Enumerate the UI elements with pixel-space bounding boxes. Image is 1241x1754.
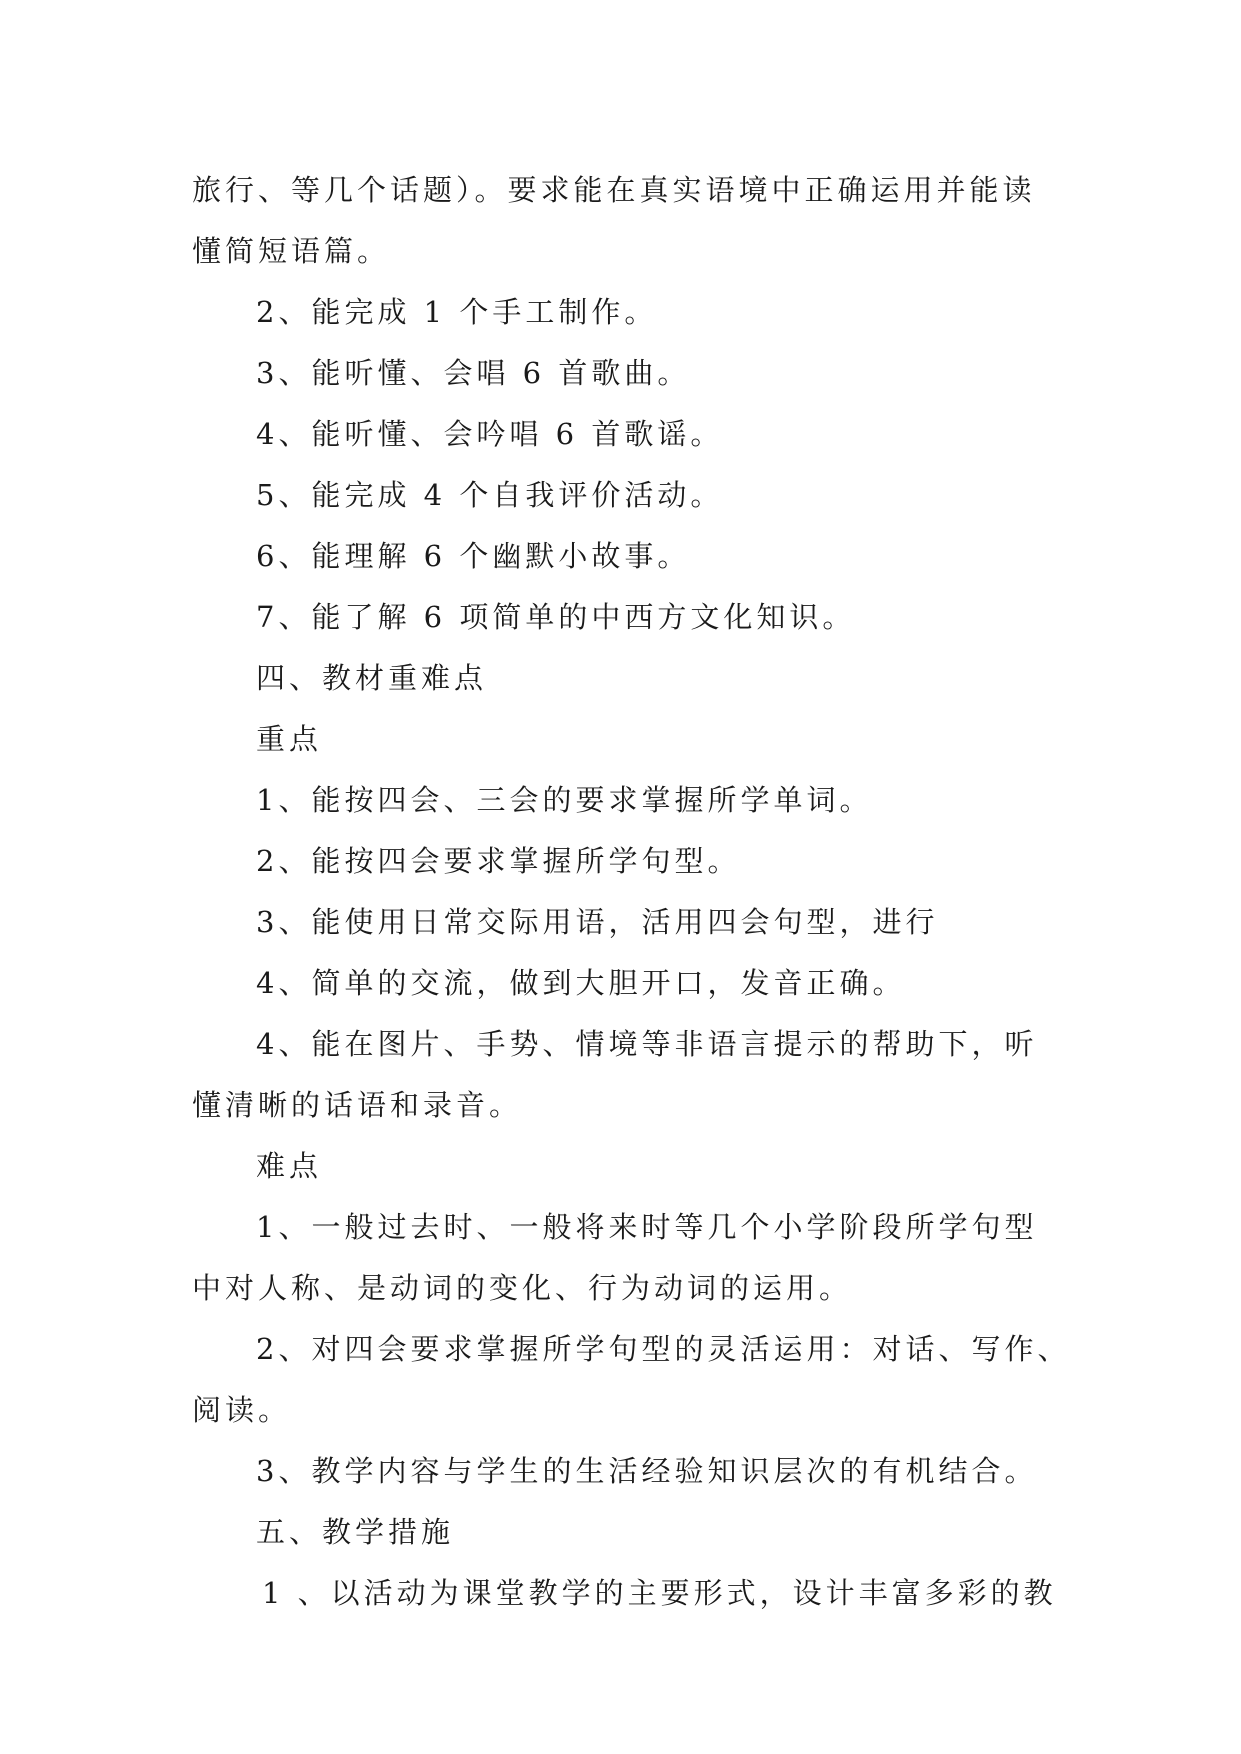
list-item: 4、能听懂、会吟唱 6 首歌谣。 — [256, 417, 724, 451]
list-item: 4、能在图片、手势、情境等非语言提示的帮助下，听 — [256, 1027, 1038, 1061]
list-item: 2、能按四会要求掌握所学句型。 — [256, 844, 741, 878]
list-item: 3、能使用日常交际用语，活用四会句型，进行 — [256, 905, 939, 939]
paragraph-line: 旅行、等几个话题）。要求能在真实语境中正确运用并能读 — [192, 173, 1036, 207]
list-item: 1、一般过去时、一般将来时等几个小学阶段所学句型 — [256, 1210, 1038, 1244]
list-item: 1、能按四会、三会的要求掌握所学单词。 — [256, 783, 873, 817]
paragraph-line: 懂简短语篇。 — [192, 234, 391, 268]
list-item: 7、能了解 6 项简单的中西方文化知识。 — [256, 600, 856, 634]
list-item: 6、能理解 6 个幽默小故事。 — [256, 539, 691, 573]
list-item: 2、能完成 1 个手工制作。 — [256, 295, 658, 329]
section-heading: 四、教材重难点 — [256, 661, 488, 695]
list-item: 2、对四会要求掌握所学句型的灵活运用：对话、写作、 — [256, 1332, 1071, 1366]
list-item: 3、能听懂、会唱 6 首歌曲。 — [256, 356, 691, 390]
list-item: 1 、以活动为课堂教学的主要形式，设计丰富多彩的教 — [262, 1576, 1057, 1610]
subsection-heading: 难点 — [256, 1149, 323, 1183]
list-item: 4、简单的交流，做到大胆开口，发音正确。 — [256, 966, 906, 1000]
section-heading: 五、教学措施 — [256, 1515, 455, 1549]
list-item: 3、教学内容与学生的生活经验知识层次的有机结合。 — [256, 1454, 1038, 1488]
paragraph-line: 中对人称、是动词的变化、行为动词的运用。 — [192, 1271, 853, 1305]
paragraph-line: 阅读。 — [192, 1393, 292, 1427]
subsection-heading: 重点 — [256, 722, 323, 756]
paragraph-line: 懂清晰的话语和录音。 — [192, 1088, 523, 1122]
list-item: 5、能完成 4 个自我评价活动。 — [256, 478, 724, 512]
document-body — [192, 160, 1072, 1624]
